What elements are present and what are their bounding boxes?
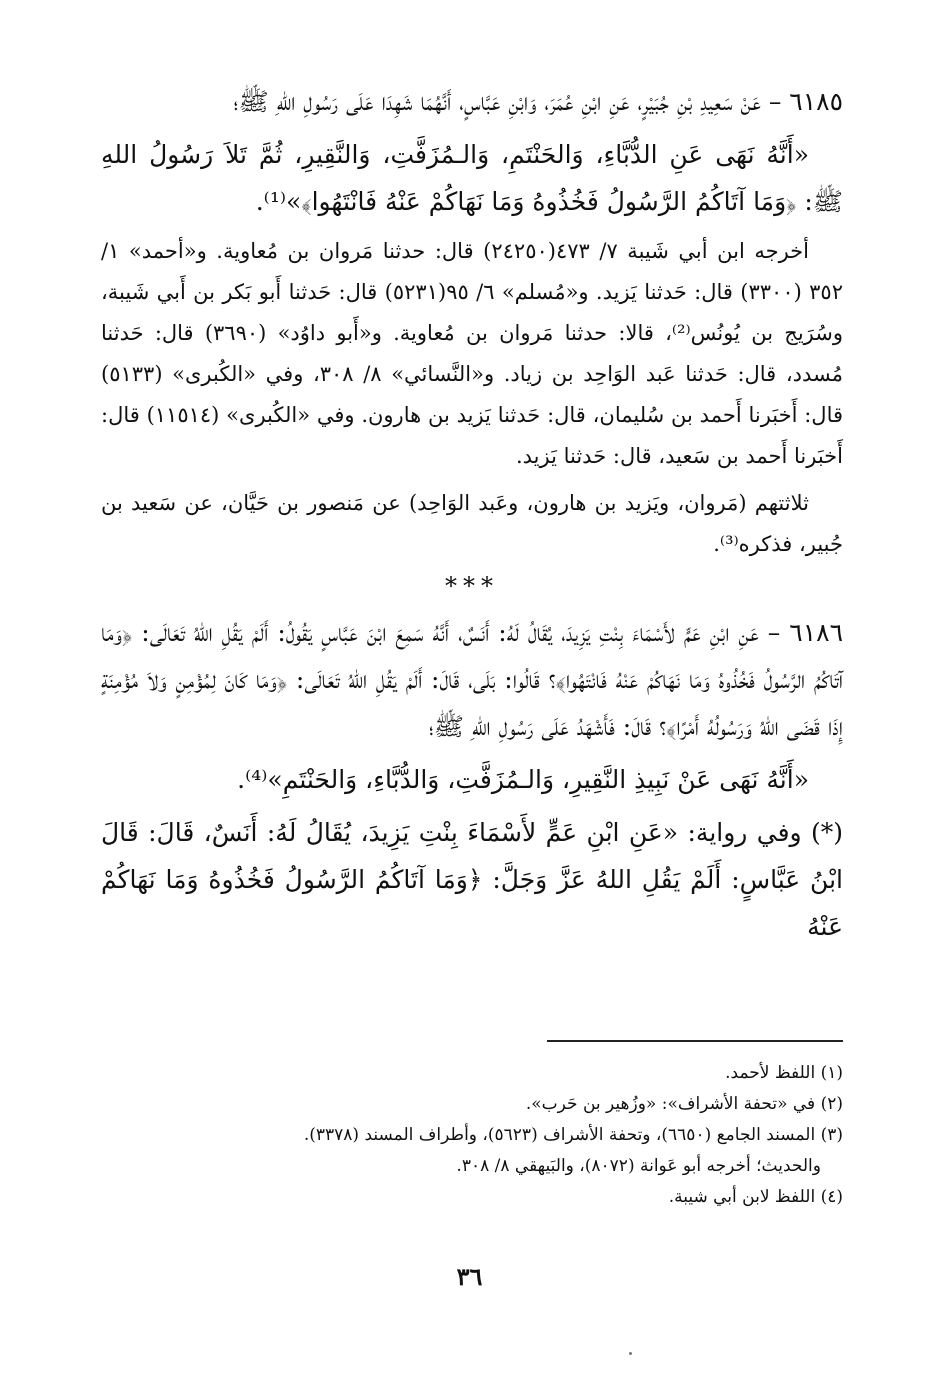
hadith-6186-body: ٦١٨٦ – عَنِ ابْنِ عَمٍّ لأَسْمَاءَ بِنْتِ يَزِيدَ، يُقَالُ لَهُ: أَنَسٌ، أَنَّهُ سَمِعَ ابْنَ عَبَّاسٍ يَقُولُ: أَلَمْ يَقُلِ اللهُ تَعَالَى: ﴿وَمَا آتَاكُمُ الرَّسُولُ فَخُذُوهُ وَمَا نَهَاكُمْ عَنْهُ فَانْتَهُوا﴾؟ قَالُوا: بَلَى، قَالَ: أَلَمْ يَقُلِ اللهُ تَعَالَى: ﴿وَمَا كَانَ لِمُؤْمِنٍ وَلاَ مُؤْمِنَةٍ إِذَا قَضَى اللهُ وَرَسُولُهُ أَمْرًا﴾؟ قَالَ: فَأَشْهَدُ عَلَى رَسُولِ اللهِ ﷺ؛: [101, 618, 843, 741]
main-text: [101, 78, 843, 956]
section-separator: ***: [445, 572, 499, 600]
footnotes: [101, 1058, 843, 1213]
footnote-2: (٢) في «تحفة الأشراف»: «وزُهير بن حَرب».: [525, 1094, 843, 1114]
footnote-1: (١) اللفظ لأحمد.: [725, 1063, 843, 1083]
hadith-6185-matn: «أَنَّهُ نَهَى عَنِ الدُّبَّاءِ، وَالحَنْتَمِ، وَالـمُزَفَّتِ، وَالنَّقِيرِ، ثُمَّ تَلاَ رَسُولُ اللهِ ﷺ: ﴿وَمَا آتَاكُمُ الرَّسُولُ فَخُذُوهُ وَمَا نَهَاكُمْ عَنْهُ فَانْتَهُوا﴾»⁽¹⁾.: [101, 140, 843, 216]
scan-speck: [629, 1352, 632, 1355]
hadith-6185-isnad: ٦١٨٥ – عَنْ سَعِيدِ بْنِ جُبَيْرٍ، عَنِ ابْنِ عُمَرَ، وَابْنِ عَبَّاسٍ، أَنَّهُمَا شَهِدَا عَلَى رَسُولِ اللهِ ﷺ؛: [233, 87, 843, 116]
footnote-4: (٤) اللفظ لابن أبي شيبة.: [668, 1187, 843, 1207]
hadith-6185-takhrij: أخرجه ابن أبي شَيبة ٧/ ٤٧٣(٢٤٢٥٠) قال: حدثنا مَروان بن مُعاوية. و«أحمد» ١/ ٣٥٢ (٣٣٠٠) قال: حَدثنا يَزيد. و«مُسلم» ٦/ ٩٥(٥٢٣١) قال: حَدثنا أَبو بَكر بن أَبي شَيبة، وسُرَيج بن يُونُس⁽²⁾، قالا: حدثنا مَروان بن مُعاوية. و«أَبو داوُد» (٣٦٩٠) قال: حَدثنا مُسدد، قال: حَدثنا عَبد الوَاحِد بن زياد. و«النَّسائي» ٨/ ٣٠٨، وفي «الكُبرى» (٥١٣٣) قال: أَخبَرنا أَحمد بن سُليمان، قال: حَدثنا يَزيد بن هارون. وفي «الكُبرى» (١١٥١٤) قال: أَخبَرنا أَحمد بن سَعيد، قال: حَدثنا يَزيد.: [101, 239, 844, 468]
hadith-6186-matn: «أَنَّهُ نَهَى عَنْ نَبِيذِ النَّقِيرِ، وَالـمُزَفَّتِ، وَالدُّبَّاءِ، وَالحَنْتَمِ»⁽⁴⁾.: [237, 765, 809, 794]
page-number: ٣٦: [456, 1262, 483, 1291]
hadith-6186-riwaya: (*) وفي رواية: «عَنِ ابْنِ عَمٍّ لأَسْمَاءَ بِنْتِ يَزِيدَ، يُقَالُ لَهُ: أَنَسٌ، قَالَ: قَالَ ابْنُ عَبَّاسٍ: أَلَمْ يَقُلِ اللهُ عَزَّ وَجَلَّ: ﴿وَمَا آتَاكُمُ الرَّسُولُ فَخُذُوهُ وَمَا نَهَاكُمْ عَنْهُ: [101, 818, 843, 941]
footnote-divider: [547, 1040, 843, 1042]
footnote-3: (٣) المسند الجامع (٦٦٥٠)، وتحفة الأشراف (٥٦٢٣)، وأطراف المسند (٣٣٧٨).: [303, 1125, 843, 1145]
hadith-6185-summary: ثلاثتهم (مَروان، ويَزيد بن هارون، وعَبد الوَاحِد) عن مَنصور بن حَيَّان، عن سَعيد بن جُبير، فذكره⁽³⁾.: [101, 491, 843, 556]
footnote-3-continuation: والحديث؛ أخرجه أبو عَوانة (٨٠٧٢)، والبَيهقي ٨/ ٣٠٨.: [456, 1156, 821, 1176]
